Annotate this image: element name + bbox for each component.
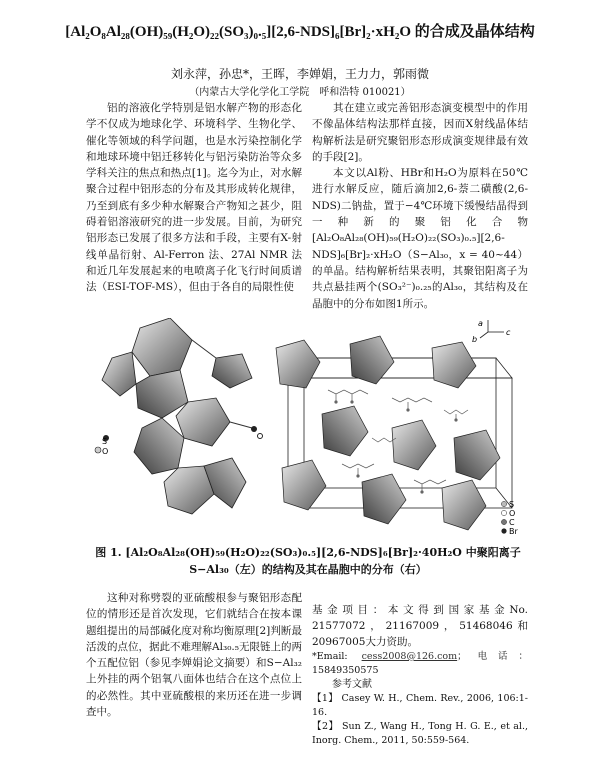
legend-right-c: C bbox=[509, 518, 515, 527]
crystal-structure-illustration bbox=[92, 318, 524, 538]
axis-label-b: b bbox=[472, 335, 478, 344]
left-legend bbox=[95, 437, 108, 456]
paper-title: [Al₂O₈Al₂₈(OH)₅₉(H₂O)₂₂(SO₃)₀.₅][2,6-NDS]₆[Br]₂·xH₂O 的合成及晶体结构 bbox=[65, 24, 535, 40]
body-paragraph: 这种对称劈裂的亚硫酸根参与聚铝形态配位的情形还是首次发现，它们就结合在按本课题组提出的局部碱化度对称均衡原理[2]判断最活泼的点位，据此不难理解Al₃₀.₅无限链上的两个五配位铝（参见李婵娟论文摘要）和S−Al₃₂上外挂的两个铝氧八面体也结合在这个点位上的必然性。其中亚硫酸根的来历还在进一步调查中。 bbox=[86, 592, 302, 719]
legend-left-s: S bbox=[102, 437, 108, 446]
s-al30-cluster bbox=[102, 318, 263, 514]
body-paragraph: 本文以Al粉、HBr和H₂O为原料在50℃进行水解反应，随后滴加2,6-萘二磺酸(2,6-NDS)二钠盐，置于−4℃环境下缓慢结晶得到一种新的聚铝化合物[Al₂O₈Al₂₈(OH)₅₉(H₂O)₂₂(SO₃)₀.₅][2,6-NDS]₆[Br]₂·xH₂O（S−Al₃₀，x = 40~44）的单晶。结构解析结果表明，其聚铝阳离子为共点悬挂两个(SO₃²⁻)₀.₂₅的Al₃₀，其结构及在晶胞中的分布如图1所示。 bbox=[312, 167, 528, 310]
contact-info: *Email: cess2008@126.com；电话：15849350575 bbox=[312, 651, 528, 676]
bottom-right-column bbox=[312, 602, 528, 748]
body-right-column bbox=[312, 100, 528, 312]
axis-label-a: a bbox=[478, 319, 483, 328]
funding-note: 基金项目：本文得到国家基金No. 21577072，21167009，51468046和20967005大力资助。 bbox=[312, 604, 528, 648]
body-paragraph: 其在建立或完善铝形态演变模型中的作用不像晶体结构法那样直接，因而X射线晶体结构解析法是研究聚铝形态形成演变规律最有效的手段[2]。 bbox=[312, 102, 528, 163]
axis-label-c: c bbox=[506, 328, 511, 337]
bottom-left-column bbox=[86, 590, 302, 720]
references-heading: 参考文献 bbox=[332, 679, 372, 690]
legend-right-o: O bbox=[509, 509, 516, 518]
legend-right-br: Br bbox=[509, 527, 518, 536]
legend-left-o: O bbox=[102, 447, 109, 456]
figure-caption: 图 1. [Al₂O₈Al₂₈(OH)₅₉(H₂O)₂₂(SO₃)₀.₅][2,6-NDS]₆[Br]₂·40H₂O 中聚阳离子 S−Al₃₀（左）的结构及其在晶胞中的分布（右） bbox=[95, 546, 521, 576]
body-paragraph: 铝的溶液化学特别是铝水解产物的形态化学不仅成为地球化学、环境科学、生物化学、催化等领域的科学问题，也是水污染控制化学和地球环境中铝迁移转化与铝污染防治等众多学科关注的焦点和热点[1]。迄今为止，对水解聚合过程中铝形态的分布及其形成转化规律，乃至到底有多少种水解聚合产物知之甚少，阻碍着铝溶液研究的进一步发展。目前，为研究铝形态已发展了很多方法和手段，主要有X-射线单晶衍射、Al-Ferron 法、27Al NMR 法和近几年发展起来的电喷离子化飞行时间质谱法（ESI-TOF-MS），但由于各自的局限性使 bbox=[86, 102, 302, 294]
legend-right-s: S bbox=[509, 500, 515, 509]
axis-indicator bbox=[472, 319, 511, 344]
body-left-column bbox=[86, 100, 302, 296]
email-link[interactable]: cess2008@126.com bbox=[361, 651, 458, 662]
unit-cell-packing bbox=[276, 336, 515, 530]
affiliation: （内蒙古大学化学化工学院 呼和浩特 010021） bbox=[189, 87, 411, 98]
right-legend bbox=[501, 500, 518, 536]
reference-item: 【2】 Sun Z., Wang H., Tong H. G. E., et al., Inorg. Chem., 2011, 50:559-564. bbox=[312, 721, 528, 746]
author-list: 刘永萍，孙忠*，王晖，李婵娟，王力力，郭雨微 bbox=[170, 67, 429, 81]
crystal-structure-figure bbox=[92, 318, 524, 538]
reference-item: 【1】 Casey W. H., Chem. Rev., 2006, 106:1-16. bbox=[312, 693, 528, 718]
